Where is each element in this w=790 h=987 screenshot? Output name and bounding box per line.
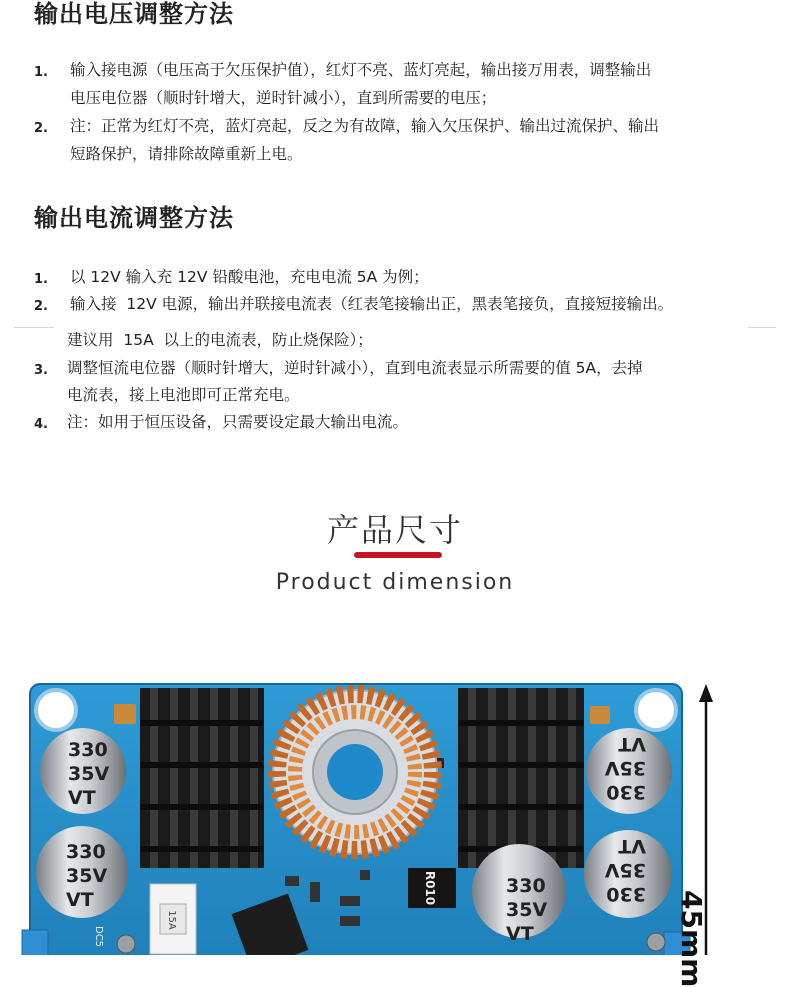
title-accent-bar [354, 552, 442, 558]
voltage-adjust-heading: 输出电压调整方法 [34, 0, 234, 28]
cap-label: 330 [606, 883, 646, 905]
step-text: 调整恒流电位器（顺时针增大，逆时针减小），直到电流表显示所需要的值 5A，去掉 [67, 359, 643, 377]
step-number: 3. [34, 363, 48, 378]
step-text: 以 12V 输入充 12V 铅酸电池，充电电流 5A 为例； [70, 268, 429, 286]
dimension-subtitle: Product dimension [275, 570, 515, 595]
step-text: 输入接 12V 电源，输出并联接电流表（红表笔接输出正，黑表笔接负，直接短接输出。 [70, 295, 674, 313]
shunt-resistor [408, 868, 456, 908]
cap-label: VT [618, 733, 646, 755]
cap-label: 35V [68, 763, 110, 785]
cap-label: VT [618, 835, 646, 857]
cap-label: 35V [506, 899, 548, 921]
mount-hole [36, 690, 76, 730]
step-number: 1. [34, 272, 48, 287]
height-dimension-label: 45mm [675, 890, 708, 987]
step-text: 建议用 15A 以上的电流表，防止烧保险）； [67, 331, 373, 349]
divider-left [14, 327, 54, 328]
step-text: 电压电位器（顺时针增大，逆时针减小），直到所需要的电压； [70, 89, 497, 107]
cap-label: 330 [606, 781, 646, 803]
cap-label: VT [506, 923, 534, 945]
cap-label: 35V [66, 865, 108, 887]
fuse [150, 884, 196, 954]
toroid-inductor [273, 690, 437, 854]
step-text: 注：如用于恒压设备，只需要设定最大输出电流。 [67, 413, 409, 431]
mount-hole [636, 690, 676, 730]
cap-label: VT [66, 889, 94, 911]
step-number: 2. [34, 121, 48, 136]
step-number: 4. [34, 417, 48, 432]
capacitor [586, 728, 672, 814]
product-board-image [0, 670, 790, 955]
step-text: 短路保护，请排除故障重新上电。 [70, 145, 303, 163]
step-text: 注：正常为红灯不亮，蓝灯亮起，反之为有故障，输入欠压保护、输出过流保护、输出 [70, 117, 660, 135]
current-adjust-heading: 输出电流调整方法 [34, 204, 234, 232]
fuse-label: 15A [166, 910, 177, 930]
capacitor [36, 826, 128, 918]
heatsink-left [140, 688, 264, 868]
divider-right [748, 327, 776, 328]
cap-label: VT [68, 787, 96, 809]
resistor-label: R010 [423, 870, 437, 906]
step-number: 2. [34, 299, 48, 314]
step-number: 1. [34, 65, 48, 80]
heatsink-right [458, 688, 584, 868]
dimension-title: 产品尺寸 [326, 511, 463, 549]
terminal-label: DC5 [93, 926, 104, 948]
cap-label: 330 [506, 875, 546, 897]
capacitor [40, 728, 126, 814]
cap-label: 35V [604, 757, 646, 779]
step-text: 电流表，接上电池即可正常充电。 [67, 386, 300, 404]
capacitor [584, 830, 672, 918]
step-text: 输入接电源（电压高于欠压保护值），红灯不亮、蓝灯亮起，输出接万用表，调整输出 [70, 61, 652, 79]
terminal-block [22, 930, 48, 955]
cap-label: 35V [604, 859, 646, 881]
cap-label: 330 [66, 841, 106, 863]
cap-label: 330 [68, 739, 108, 761]
